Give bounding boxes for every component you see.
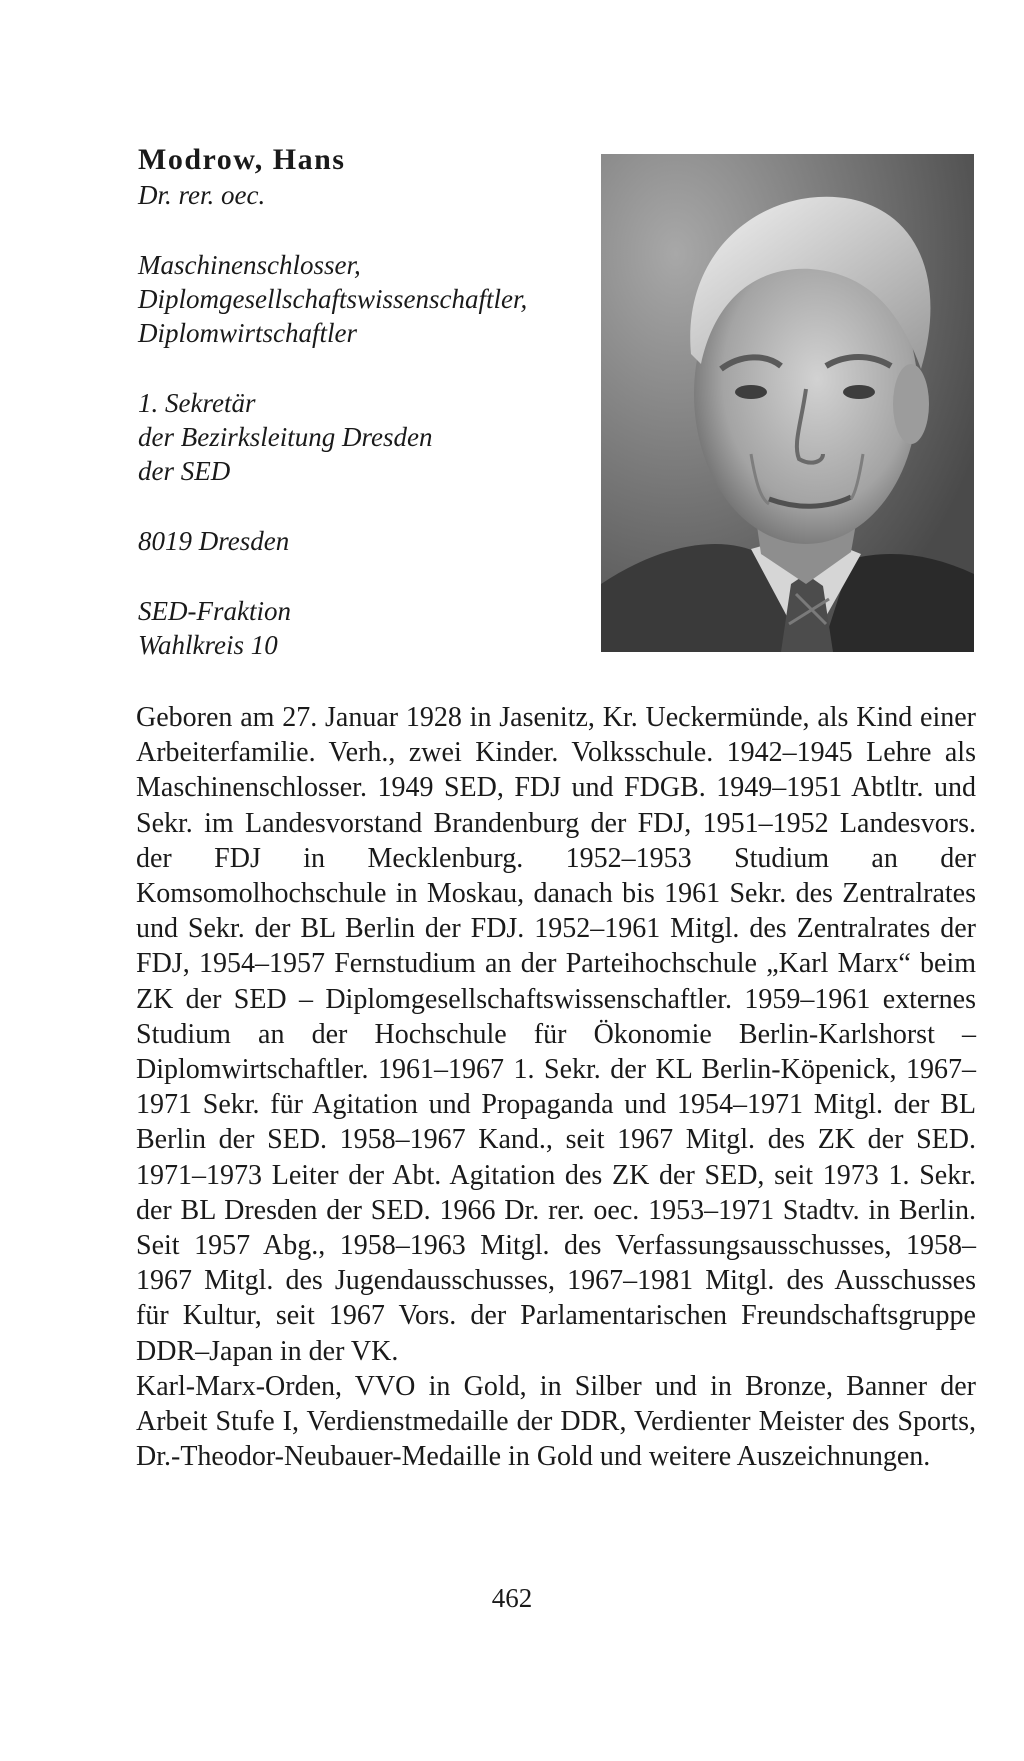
profession-line: Maschinenschlosser, xyxy=(138,250,361,280)
address xyxy=(138,524,578,558)
entry-header xyxy=(138,142,578,662)
person-name: Modrow, Hans xyxy=(138,143,346,176)
faction xyxy=(138,594,578,662)
academic-title: Dr. rer. oec. xyxy=(138,180,266,210)
faction-line: SED-Fraktion xyxy=(138,596,291,626)
profession-line: Diplomgesellschaftswissenschaftler, xyxy=(138,284,528,314)
biography-paragraph: Geboren am 27. Januar 1928 in Jasenitz, Kr. Ueckermünde, als Kind einer Arbeiterfamilie. Verh., zwei Kinder. Volksschule. 1942–1945 Lehre als Maschinenschlosser. 1949 SED, FDJ und FDGB. 1949–1951 Abtltr. und Sekr. im Landesvorstand Brandenburg der FDJ, 1951–1952 Landesvors. der FDJ in Mecklenburg. 1952–1953 Studium an der Komsomolhochschule in Moskau, danach bis 1961 Sekr. des Zentralrates und Sekr. der BL Berlin der FDJ. 1952–1961 Mitgl. des Zentralrates der FDJ, 1954–1957 Fernstudium an der Parteihochschule „Karl Marx“ beim ZK der SED – Diplomgesellschaftswissenschaftler. 1959–1961 externes Studium an der Hochschule für Ökonomie Berlin-Karlshorst – Diplomwirtschaftler. 1961–1967 1. Sekr. der KL Berlin-Köpenick, 1967–1971 Sekr. für Agitation und Propaganda und 1954–1971 Mitgl. der BL Berlin der SED. 1958–1967 Kand., seit 1967 Mitgl. des ZK der SED. 1971–1973 Leiter der Abt. Agitation des ZK der SED, seit 1973 1. Sekr. der BL Dresden der SED. 1966 Dr. rer. oec. 1953–1971 Stadtv. in Berlin. Seit 1957 Abg., 1958–1963 Mitgl. des Verfassungsausschusses, 1958–1967 Mitgl. des Jugendausschusses, 1967–1981 Mitgl. des Ausschusses für Kultur, seit 1967 Vors. der Parlamentarischen Freundschaftsgruppe DDR–Japan in der VK. xyxy=(136,702,976,1367)
address-line: 8019 Dresden xyxy=(138,526,290,556)
position-line: 1. Sekretär xyxy=(138,388,256,418)
biography xyxy=(136,700,976,1474)
position-line: der Bezirksleitung Dresden xyxy=(138,422,433,452)
page-number: 462 xyxy=(491,1583,533,1613)
awards-paragraph: Karl-Marx-Orden, VVO in Gold, in Silber und in Bronze, Banner der Arbeit Stufe I, Verdienstmedaille der DDR, Verdienter Meister des Sports, Dr.-Theodor-Neubauer-Medaille in Gold und weitere Auszeichnungen. xyxy=(136,1370,976,1473)
professions xyxy=(138,248,578,350)
position-line: der SED xyxy=(138,456,231,486)
position xyxy=(138,386,578,488)
faction-line: Wahlkreis 10 xyxy=(138,630,278,660)
portrait-photo xyxy=(601,154,974,652)
profession-line: Diplomwirtschaftler xyxy=(138,318,358,348)
portrait-image xyxy=(601,154,974,652)
